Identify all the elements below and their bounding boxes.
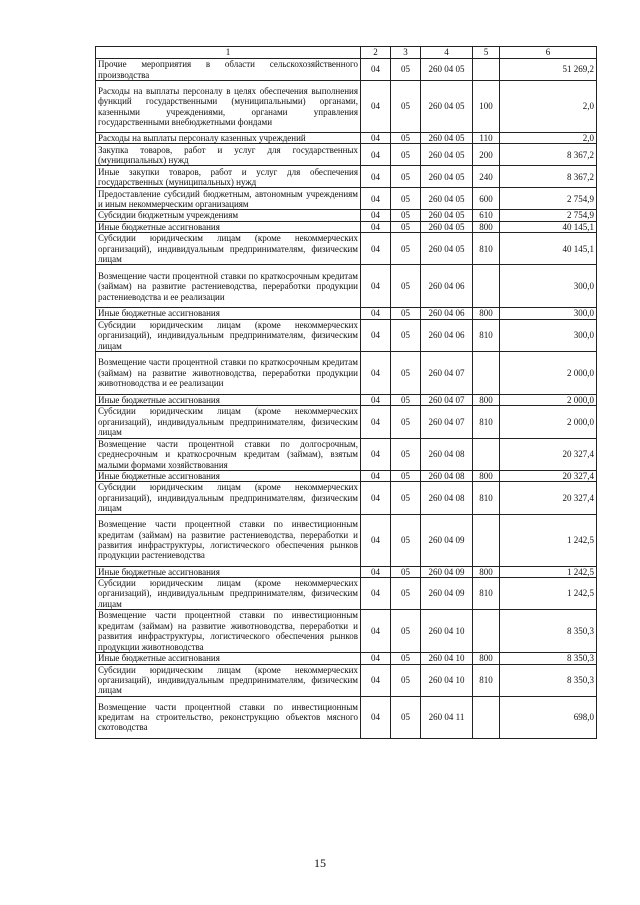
row-name-cell: Иные бюджетные ассигнования	[96, 308, 361, 319]
row-target-article-cell: 260 04 05	[421, 133, 473, 144]
row-name-cell: Иные закупки товаров, работ и услуг для обеспечения государственных (муниципальных) нужд	[96, 166, 361, 188]
row-amount-cell: 2 000,0	[500, 352, 597, 395]
row-expense-type-cell: 800	[473, 653, 500, 664]
table-row	[96, 133, 597, 144]
row-target-article-cell: 260 04 07	[421, 352, 473, 395]
row-expense-type-cell: 100	[473, 81, 500, 133]
table-body	[96, 47, 597, 739]
row-expense-type-cell: 810	[473, 577, 500, 609]
row-target-article-cell: 260 04 05	[421, 81, 473, 133]
table-row	[96, 395, 597, 406]
row-subsection-cell: 05	[391, 482, 421, 514]
row-name-cell: Субсидии юридическим лицам (кроме некоммерческих организаций), индивидуальным предпринимателям, физическим лицам	[96, 319, 361, 351]
row-expense-type-cell: 800	[473, 566, 500, 577]
row-expense-type-cell: 810	[473, 664, 500, 696]
row-name-cell: Возмещение части процентной ставки по инвестиционным кредитам на строительство, реконструкцию объектов мясного скотоводства	[96, 696, 361, 738]
row-expense-type-cell: 200	[473, 144, 500, 166]
row-target-article-cell: 260 04 09	[421, 514, 473, 566]
row-amount-cell: 20 327,4	[500, 470, 597, 481]
row-subsection-cell: 05	[391, 59, 421, 81]
row-subsection-cell: 05	[391, 319, 421, 351]
table-row	[96, 188, 597, 210]
row-name-cell: Предоставление субсидий бюджетным, автономным учреждениям и иным некоммерческим организациям	[96, 188, 361, 210]
row-amount-cell: 300,0	[500, 308, 597, 319]
row-amount-cell: 8 350,3	[500, 664, 597, 696]
row-name-cell: Возмещение части процентной ставки по инвестиционным кредитам (займам) на развитие животноводства, переработки и развития инфраструктуры, логистического обеспечения рынков продукции животноводства	[96, 610, 361, 653]
row-amount-cell: 1 242,5	[500, 577, 597, 609]
row-amount-cell: 698,0	[500, 696, 597, 738]
table-row	[96, 577, 597, 609]
row-section-cell: 04	[361, 406, 391, 438]
table-row	[96, 265, 597, 308]
row-name-cell: Возмещение части процентной ставки по краткосрочным кредитам (займам) на развитие растениеводства, переработки продукции растениеводства и ее реализации	[96, 265, 361, 308]
row-section-cell: 04	[361, 696, 391, 738]
row-section-cell: 04	[361, 233, 391, 265]
row-amount-cell: 2 754,9	[500, 188, 597, 210]
row-target-article-cell: 260 04 05	[421, 233, 473, 265]
row-amount-cell: 20 327,4	[500, 482, 597, 514]
table-row	[96, 406, 597, 438]
row-expense-type-cell	[473, 610, 500, 653]
row-name-cell: Иные бюджетные ассигнования	[96, 221, 361, 232]
row-expense-type-cell	[473, 352, 500, 395]
row-section-cell: 04	[361, 395, 391, 406]
row-name-cell: Расходы на выплаты персоналу в целях обеспечения выполнения функций государственными (муниципальными) органами, казенными учреждениями, органами управления государственными внебюджетными фондами	[96, 81, 361, 133]
table-row	[96, 81, 597, 133]
row-name-cell: Возмещение части процентной ставки по инвестиционным кредитам (займам) на развитие растениеводства, переработки и развития инфраструктуры, логистического обеспечения рынков продукции растениеводства	[96, 514, 361, 566]
row-target-article-cell: 260 04 10	[421, 653, 473, 664]
table-row	[96, 470, 597, 481]
row-target-article-cell: 260 04 06	[421, 319, 473, 351]
row-name-cell: Субсидии юридическим лицам (кроме некоммерческих организаций), индивидуальным предпринимателям, физическим лицам	[96, 406, 361, 438]
row-subsection-cell: 05	[391, 696, 421, 738]
row-expense-type-cell	[473, 696, 500, 738]
header-cell: 4	[421, 47, 473, 59]
row-expense-type-cell	[473, 438, 500, 470]
row-amount-cell: 20 327,4	[500, 438, 597, 470]
table-row	[96, 653, 597, 664]
row-name-cell: Иные бюджетные ассигнования	[96, 395, 361, 406]
row-target-article-cell: 260 04 08	[421, 438, 473, 470]
row-section-cell: 04	[361, 352, 391, 395]
row-amount-cell: 2,0	[500, 81, 597, 133]
row-amount-cell: 8 367,2	[500, 144, 597, 166]
row-section-cell: 04	[361, 210, 391, 221]
row-subsection-cell: 05	[391, 233, 421, 265]
row-target-article-cell: 260 04 05	[421, 59, 473, 81]
row-expense-type-cell	[473, 514, 500, 566]
row-subsection-cell: 05	[391, 395, 421, 406]
row-expense-type-cell: 810	[473, 319, 500, 351]
row-subsection-cell: 05	[391, 438, 421, 470]
row-target-article-cell: 260 04 09	[421, 566, 473, 577]
row-subsection-cell: 05	[391, 308, 421, 319]
row-target-article-cell: 260 04 08	[421, 482, 473, 514]
row-amount-cell: 8 367,2	[500, 166, 597, 188]
row-amount-cell: 51 269,2	[500, 59, 597, 81]
row-subsection-cell: 05	[391, 406, 421, 438]
row-expense-type-cell: 800	[473, 221, 500, 232]
row-name-cell: Субсидии юридическим лицам (кроме некоммерческих организаций), индивидуальным предпринимателям, физическим лицам	[96, 577, 361, 609]
row-name-cell: Возмещение части процентной ставки по краткосрочным кредитам (займам) на развитие животноводства, переработки продукции животноводства и ее реализации	[96, 352, 361, 395]
row-expense-type-cell: 810	[473, 233, 500, 265]
row-name-cell: Субсидии юридическим лицам (кроме некоммерческих организаций), индивидуальным предпринимателям, физическим лицам	[96, 233, 361, 265]
row-name-cell: Субсидии юридическим лицам (кроме некоммерческих организаций), индивидуальным предпринимателям, физическим лицам	[96, 482, 361, 514]
row-target-article-cell: 260 04 05	[421, 210, 473, 221]
row-expense-type-cell	[473, 59, 500, 81]
row-subsection-cell: 05	[391, 133, 421, 144]
row-amount-cell: 8 350,3	[500, 653, 597, 664]
row-expense-type-cell: 110	[473, 133, 500, 144]
header-cell: 1	[96, 47, 361, 59]
row-amount-cell: 40 145,1	[500, 233, 597, 265]
row-subsection-cell: 05	[391, 514, 421, 566]
row-target-article-cell: 260 04 05	[421, 188, 473, 210]
row-name-cell: Иные бюджетные ассигнования	[96, 653, 361, 664]
row-subsection-cell: 05	[391, 188, 421, 210]
table-row	[96, 696, 597, 738]
row-target-article-cell: 260 04 07	[421, 395, 473, 406]
row-expense-type-cell: 800	[473, 395, 500, 406]
row-section-cell: 04	[361, 59, 391, 81]
header-cell: 2	[361, 47, 391, 59]
row-expense-type-cell: 600	[473, 188, 500, 210]
row-section-cell: 04	[361, 664, 391, 696]
row-name-cell: Субсидии юридическим лицам (кроме некоммерческих организаций), индивидуальным предпринимателям, физическим лицам	[96, 664, 361, 696]
row-subsection-cell: 05	[391, 144, 421, 166]
row-section-cell: 04	[361, 133, 391, 144]
row-target-article-cell: 260 04 06	[421, 308, 473, 319]
row-subsection-cell: 05	[391, 577, 421, 609]
row-section-cell: 04	[361, 308, 391, 319]
row-subsection-cell: 05	[391, 166, 421, 188]
table-row	[96, 664, 597, 696]
row-target-article-cell: 260 04 05	[421, 166, 473, 188]
row-target-article-cell: 260 04 10	[421, 664, 473, 696]
row-expense-type-cell: 810	[473, 406, 500, 438]
table-header-row	[96, 47, 597, 59]
row-target-article-cell: 260 04 08	[421, 470, 473, 481]
row-section-cell: 04	[361, 81, 391, 133]
table-row	[96, 166, 597, 188]
row-amount-cell: 2 000,0	[500, 406, 597, 438]
row-section-cell: 04	[361, 514, 391, 566]
row-subsection-cell: 05	[391, 610, 421, 653]
page-number: 15	[314, 856, 326, 870]
table-row	[96, 352, 597, 395]
row-amount-cell: 8 350,3	[500, 610, 597, 653]
row-amount-cell: 40 145,1	[500, 221, 597, 232]
row-target-article-cell: 260 04 11	[421, 696, 473, 738]
row-section-cell: 04	[361, 610, 391, 653]
row-amount-cell: 300,0	[500, 319, 597, 351]
row-section-cell: 04	[361, 265, 391, 308]
row-section-cell: 04	[361, 438, 391, 470]
row-section-cell: 04	[361, 188, 391, 210]
row-section-cell: 04	[361, 144, 391, 166]
row-amount-cell: 2,0	[500, 133, 597, 144]
row-expense-type-cell: 240	[473, 166, 500, 188]
row-subsection-cell: 05	[391, 664, 421, 696]
row-amount-cell: 1 242,5	[500, 566, 597, 577]
table-row	[96, 221, 597, 232]
row-subsection-cell: 05	[391, 653, 421, 664]
table-row	[96, 514, 597, 566]
table-row	[96, 144, 597, 166]
row-section-cell: 04	[361, 319, 391, 351]
table-row	[96, 59, 597, 81]
row-name-cell: Субсидии бюджетным учреждениям	[96, 210, 361, 221]
row-expense-type-cell: 800	[473, 470, 500, 481]
row-expense-type-cell: 810	[473, 482, 500, 514]
table-row	[96, 233, 597, 265]
row-section-cell: 04	[361, 470, 391, 481]
row-target-article-cell: 260 04 10	[421, 610, 473, 653]
table-row	[96, 308, 597, 319]
row-subsection-cell: 05	[391, 81, 421, 133]
row-target-article-cell: 260 04 09	[421, 577, 473, 609]
row-amount-cell: 1 242,5	[500, 514, 597, 566]
row-target-article-cell: 260 04 05	[421, 144, 473, 166]
row-subsection-cell: 05	[391, 566, 421, 577]
row-name-cell: Иные бюджетные ассигнования	[96, 566, 361, 577]
table-row	[96, 482, 597, 514]
row-target-article-cell: 260 04 07	[421, 406, 473, 438]
row-subsection-cell: 05	[391, 265, 421, 308]
row-target-article-cell: 260 04 05	[421, 221, 473, 232]
row-expense-type-cell	[473, 265, 500, 308]
row-subsection-cell: 05	[391, 470, 421, 481]
row-expense-type-cell: 610	[473, 210, 500, 221]
row-target-article-cell: 260 04 06	[421, 265, 473, 308]
table-row	[96, 319, 597, 351]
row-section-cell: 04	[361, 482, 391, 514]
row-section-cell: 04	[361, 166, 391, 188]
table-row	[96, 566, 597, 577]
table-row	[96, 438, 597, 470]
row-name-cell: Прочие мероприятия в области сельскохозяйственного производства	[96, 59, 361, 81]
row-amount-cell: 2 754,9	[500, 210, 597, 221]
row-section-cell: 04	[361, 653, 391, 664]
budget-table	[95, 46, 597, 739]
row-name-cell: Закупка товаров, работ и услуг для государственных (муниципальных) нужд	[96, 144, 361, 166]
row-section-cell: 04	[361, 221, 391, 232]
header-cell: 5	[473, 47, 500, 59]
header-cell: 3	[391, 47, 421, 59]
row-section-cell: 04	[361, 566, 391, 577]
table-row	[96, 210, 597, 221]
row-subsection-cell: 05	[391, 221, 421, 232]
row-name-cell: Расходы на выплаты персоналу казенных учреждений	[96, 133, 361, 144]
row-name-cell: Иные бюджетные ассигнования	[96, 470, 361, 481]
row-subsection-cell: 05	[391, 352, 421, 395]
table-row	[96, 610, 597, 653]
row-amount-cell: 300,0	[500, 265, 597, 308]
header-cell: 6	[500, 47, 597, 59]
row-amount-cell: 2 000,0	[500, 395, 597, 406]
row-section-cell: 04	[361, 577, 391, 609]
row-name-cell: Возмещение части процентной ставки по долгосрочным, среднесрочным и краткосрочным кредитам (займам), взятым малыми формами хозяйствования	[96, 438, 361, 470]
row-subsection-cell: 05	[391, 210, 421, 221]
row-expense-type-cell: 800	[473, 308, 500, 319]
